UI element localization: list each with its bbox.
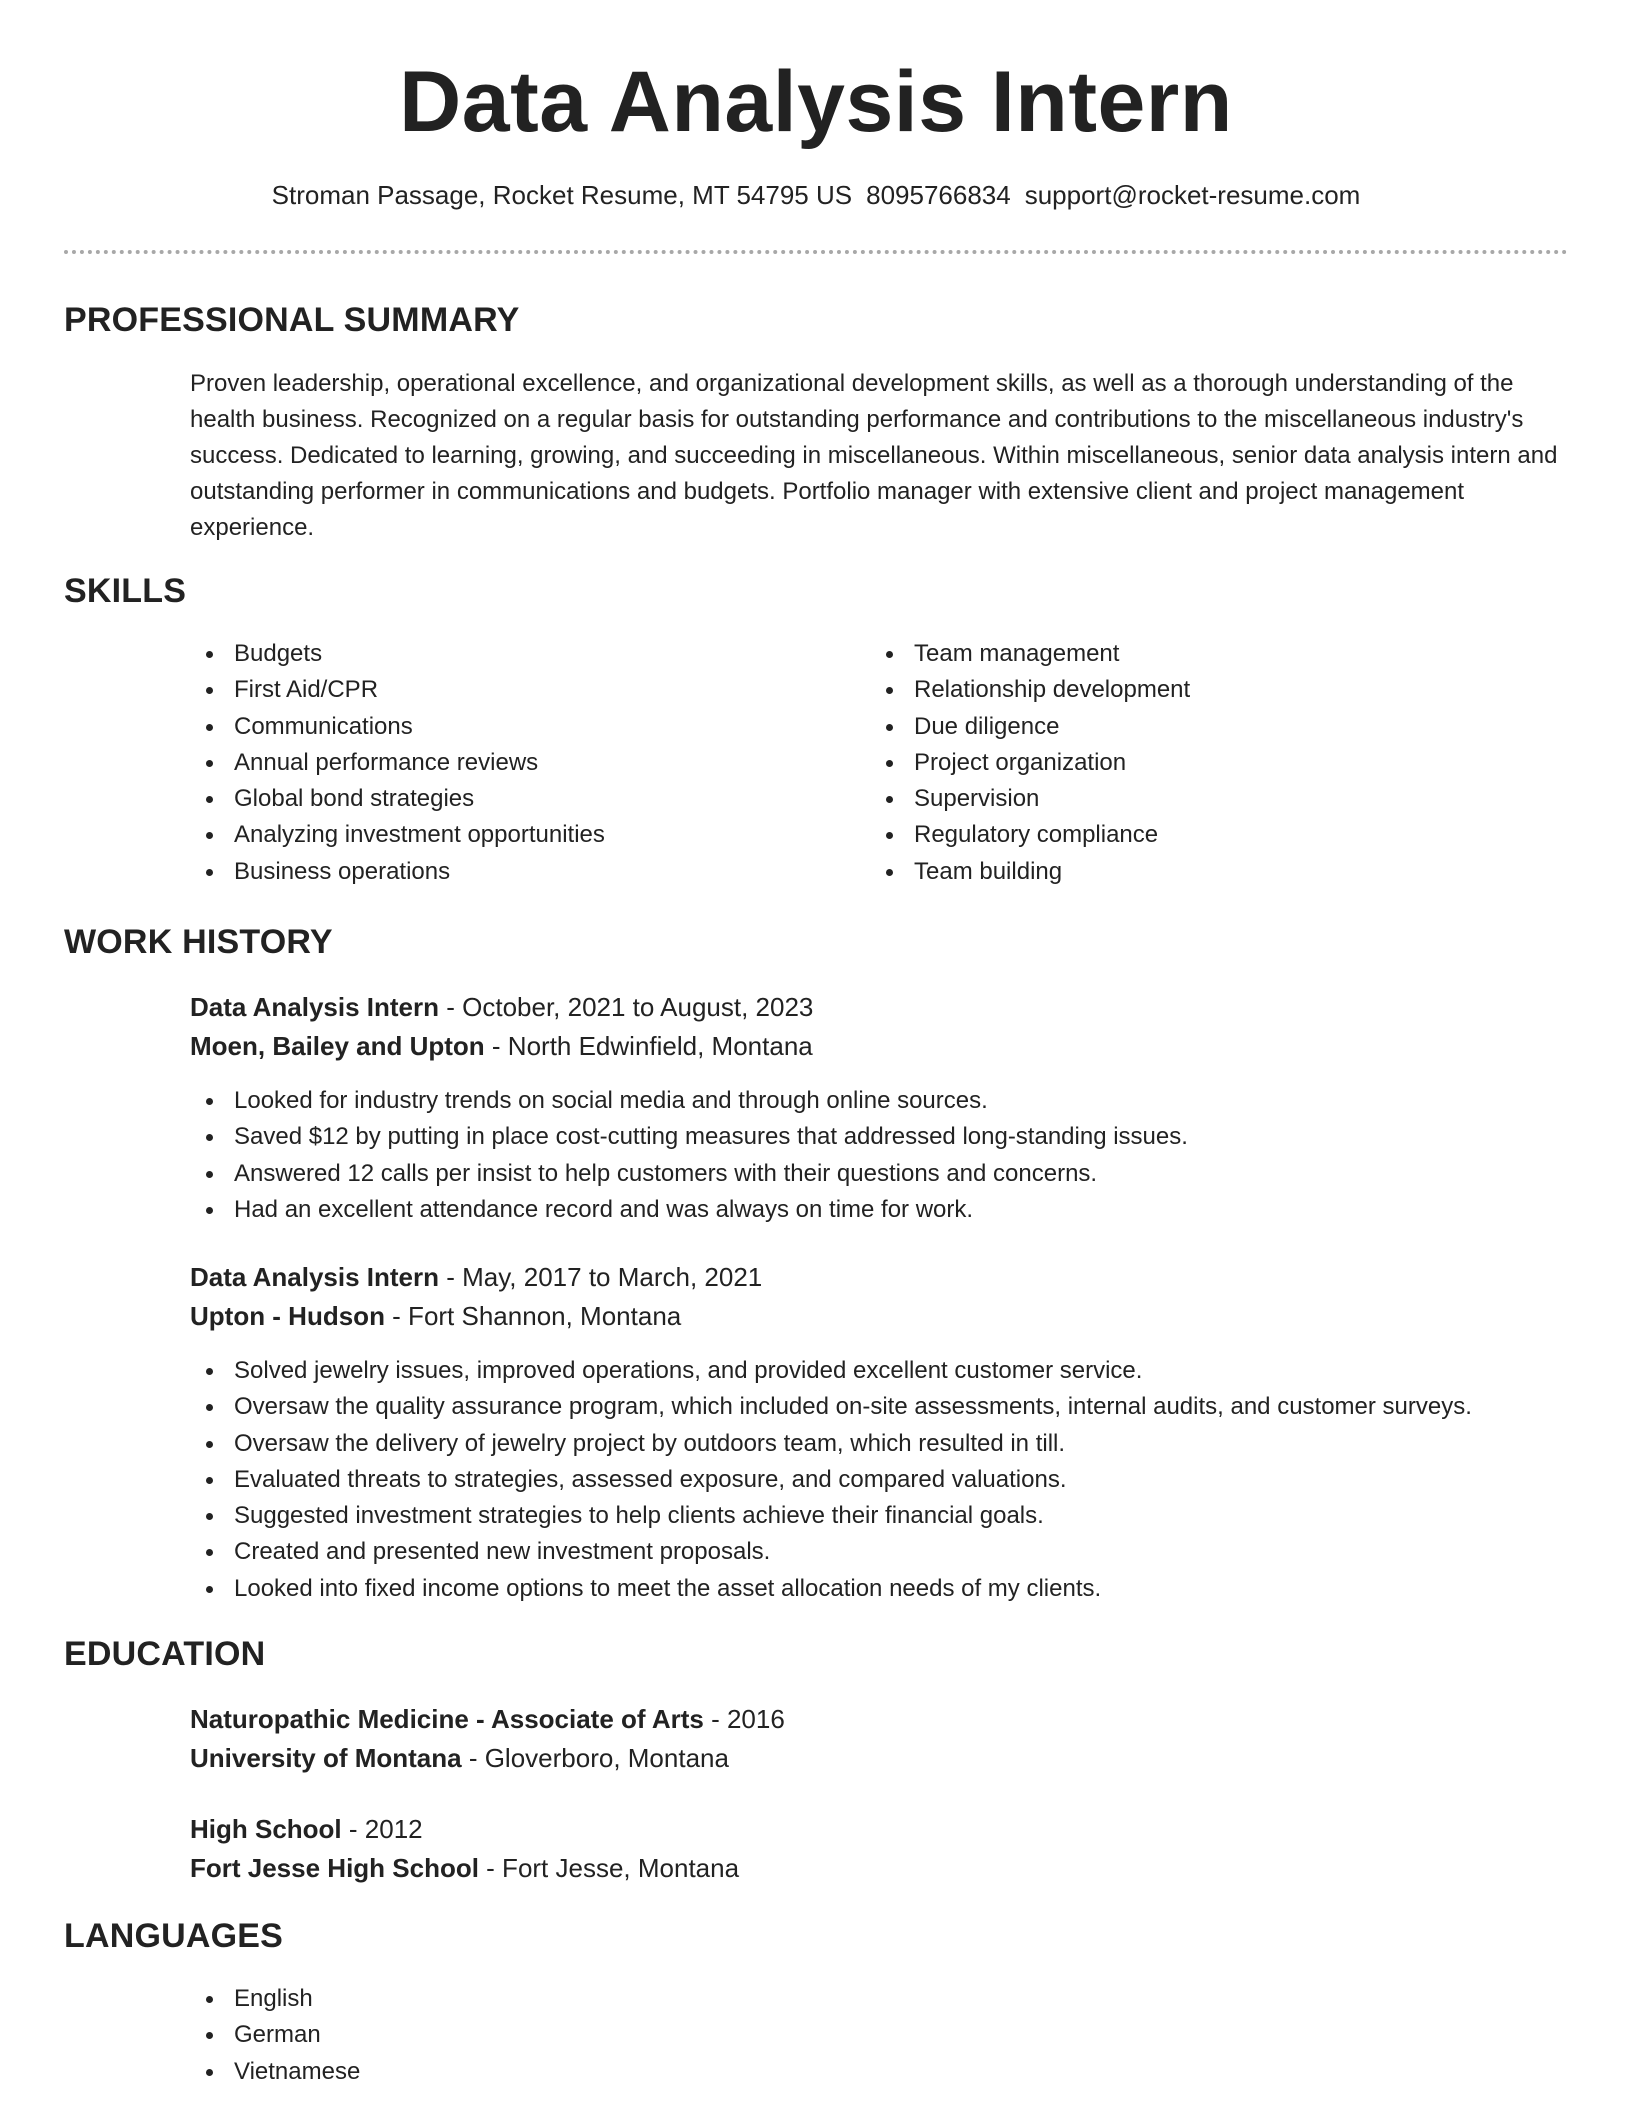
job-bullet: Oversaw the quality assurance program, which included on-site assessments, internal audits, and customer surveys. xyxy=(190,1389,1570,1425)
education-degree-line xyxy=(190,1702,785,1736)
job-title-line xyxy=(190,1260,762,1294)
contact-phone: 8095766834 xyxy=(866,180,1011,210)
job-bullet: Looked for industry trends on social media and through online sources. xyxy=(190,1083,1570,1119)
job-company: Moen, Bailey and Upton xyxy=(190,1031,485,1061)
job-dates: - October, 2021 to August, 2023 xyxy=(439,992,814,1022)
job-company: Upton - Hudson xyxy=(190,1301,385,1331)
skill-item: Global bond strategies xyxy=(190,781,830,817)
skill-item: Analyzing investment opportunities xyxy=(190,817,830,853)
skill-item: Business operations xyxy=(190,854,830,890)
job-bullet: Suggested investment strategies to help clients achieve their financial goals. xyxy=(190,1498,1570,1534)
skill-item: Team building xyxy=(870,854,1510,890)
job-title-line xyxy=(190,990,813,1024)
section-title-skills: SKILLS xyxy=(64,572,187,610)
skill-item: Supervision xyxy=(870,781,1510,817)
job-bullet: Saved $12 by putting in place cost-cutting measures that addressed long-standing issues. xyxy=(190,1119,1570,1155)
education-school: University of Montana xyxy=(190,1743,462,1773)
section-title-education: EDUCATION xyxy=(64,1635,266,1673)
section-title-summary: PROFESSIONAL SUMMARY xyxy=(64,301,520,339)
job-bullet: Looked into fixed income options to meet the asset allocation needs of my clients. xyxy=(190,1571,1570,1607)
education-location: - Gloverboro, Montana xyxy=(461,1743,729,1773)
contact-line xyxy=(0,178,1632,212)
contact-address: Stroman Passage, Rocket Resume, MT 54795 US xyxy=(271,180,853,210)
education-degree-line xyxy=(190,1812,423,1846)
education-year: - 2012 xyxy=(341,1814,423,1844)
language-item: English xyxy=(190,1981,830,2017)
skills-list-right xyxy=(870,636,1510,890)
language-item: Vietnamese xyxy=(190,2054,830,2090)
job-company-line xyxy=(190,1299,681,1333)
job-bullet: Had an excellent attendance record and was always on time for work. xyxy=(190,1192,1570,1228)
education-school-line xyxy=(190,1741,729,1775)
section-title-languages: LANGUAGES xyxy=(64,1917,284,1955)
job-location: - Fort Shannon, Montana xyxy=(384,1301,682,1331)
job-bullet: Answered 12 calls per insist to help customers with their questions and concerns. xyxy=(190,1156,1570,1192)
skill-item: Project organization xyxy=(870,745,1510,781)
job-bullet: Created and presented new investment proposals. xyxy=(190,1534,1570,1570)
resume-name: Data Analysis Intern xyxy=(399,54,1233,150)
skill-item: Annual performance reviews xyxy=(190,745,830,781)
education-school: Fort Jesse High School xyxy=(190,1853,479,1883)
summary-text: Proven leadership, operational excellence, and organizational development skills, as well as a thorough understanding of the health business. Recognized on a regular basis for outstanding performance and contributions to the miscellaneous industry's success. Dedicated to learning, growing, and succeeding in miscellaneous. Within miscellaneous, senior data analysis intern and outstanding performer in communications and budgets. Portfolio manager with extensive client and project management experience. xyxy=(190,370,1558,541)
education-location: - Fort Jesse, Montana xyxy=(478,1853,740,1883)
skill-item: Communications xyxy=(190,709,830,745)
education-degree: High School xyxy=(190,1814,342,1844)
education-degree: Naturopathic Medicine - Associate of Arts xyxy=(190,1704,704,1734)
job-bullets xyxy=(190,1353,1570,1607)
contact-email: support@rocket-resume.com xyxy=(1024,180,1361,210)
job-bullet: Evaluated threats to strategies, assessed exposure, and compared valuations. xyxy=(190,1462,1570,1498)
job-role: Data Analysis Intern xyxy=(190,992,440,1022)
header-divider xyxy=(64,250,1568,254)
job-bullet: Oversaw the delivery of jewelry project by outdoors team, which resulted in till. xyxy=(190,1426,1570,1462)
language-item: German xyxy=(190,2017,830,2053)
languages-list xyxy=(190,1981,830,2090)
job-bullet: Solved jewelry issues, improved operations, and provided excellent customer service. xyxy=(190,1353,1570,1389)
skill-item: Regulatory compliance xyxy=(870,817,1510,853)
job-bullets xyxy=(190,1083,1570,1228)
skills-list-left xyxy=(190,636,830,890)
skill-item: Relationship development xyxy=(870,672,1510,708)
education-year: - 2016 xyxy=(703,1704,785,1734)
skill-item: First Aid/CPR xyxy=(190,672,830,708)
education-school-line xyxy=(190,1851,739,1885)
job-location: - North Edwinfield, Montana xyxy=(484,1031,813,1061)
skill-item: Due diligence xyxy=(870,709,1510,745)
skill-item: Budgets xyxy=(190,636,830,672)
section-title-work: WORK HISTORY xyxy=(64,923,333,961)
job-role: Data Analysis Intern xyxy=(190,1262,440,1292)
job-dates: - May, 2017 to March, 2021 xyxy=(439,1262,763,1292)
skill-item: Team management xyxy=(870,636,1510,672)
job-company-line xyxy=(190,1029,813,1063)
